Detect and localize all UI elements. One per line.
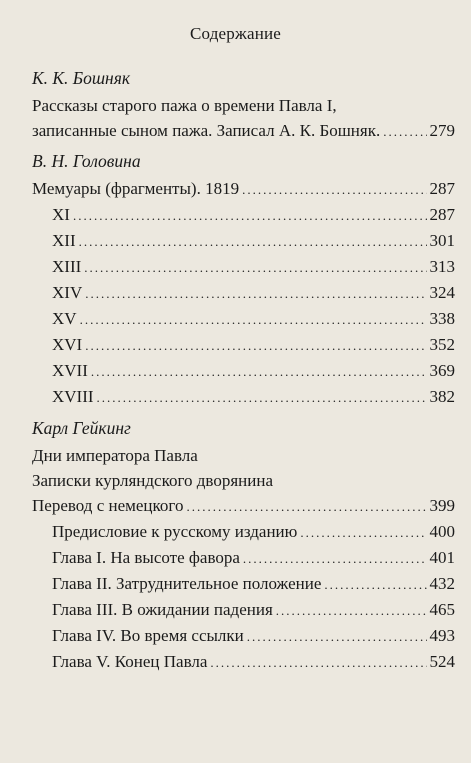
toc-subentry[interactable]	[32, 623, 455, 649]
entry-title: XV	[52, 309, 77, 328]
toc-entry[interactable]	[32, 118, 455, 144]
dot-leader	[300, 520, 426, 545]
entry-title: XIII	[52, 257, 82, 276]
dot-leader	[97, 385, 427, 410]
entry-title: записанные сыном пажа. Записал А. К. Бошняк.	[32, 121, 381, 140]
entry-page-number: 313	[429, 257, 455, 276]
page-title: Содержание	[189, 24, 282, 43]
toc-subentry[interactable]	[32, 202, 455, 228]
entry-title: XVI	[52, 335, 83, 354]
entry-title: Глава II. Затруднительное положение	[52, 574, 322, 593]
entry-page-number: 369	[429, 361, 455, 380]
entry-title: Предисловие к русскому изданию	[52, 522, 298, 541]
dot-leader	[80, 307, 427, 332]
entry-page-number: 301	[429, 231, 455, 250]
entry-title-line: Рассказы старого пажа о времени Павла I,	[32, 96, 337, 115]
toc-section-boshnyak	[32, 68, 455, 144]
entry-page-number: 524	[429, 652, 455, 671]
entry-page-number: 382	[429, 387, 455, 406]
entry-page-number: 287	[429, 179, 455, 198]
entry-title: Перевод с немецкого	[32, 496, 184, 515]
section-author: Карл Гейкинг	[32, 418, 131, 438]
toc-subentry[interactable]	[32, 545, 455, 571]
toc-subentry[interactable]	[32, 280, 455, 306]
entry-title: XIV	[52, 283, 83, 302]
dot-leader	[383, 119, 426, 144]
entry-title: Глава V. Конец Павла	[52, 652, 208, 671]
toc-entry[interactable]	[32, 493, 455, 519]
entry-title: XI	[52, 205, 70, 224]
entry-title: Глава IV. Во время ссылки	[52, 626, 244, 645]
entry-page-number: 352	[429, 335, 455, 354]
entry-title: XVII	[52, 361, 88, 380]
toc-subentry[interactable]	[32, 254, 455, 280]
dot-leader	[210, 650, 426, 675]
entry-page-number: 279	[429, 121, 455, 140]
dot-leader	[247, 624, 427, 649]
entry-page-number: 400	[429, 522, 455, 541]
entry-page-number: 465	[429, 600, 455, 619]
toc-subentry[interactable]	[32, 384, 455, 410]
toc-subentry[interactable]	[32, 358, 455, 384]
section-author: К. К. Бошняк	[32, 68, 131, 88]
dot-leader	[85, 333, 426, 358]
entry-page-number: 287	[429, 205, 455, 224]
entry-page-number: 493	[429, 626, 455, 645]
toc-subentry[interactable]	[32, 519, 455, 545]
dot-leader	[84, 255, 426, 280]
dot-leader	[91, 359, 427, 384]
dot-leader	[85, 281, 426, 306]
toc-subentry[interactable]	[32, 332, 455, 358]
toc-subentry[interactable]	[32, 228, 455, 254]
toc-subentry[interactable]	[32, 597, 455, 623]
toc-section-golovina	[32, 151, 455, 410]
entry-title: Глава III. В ожидании падения	[52, 600, 273, 619]
entry-title: Мемуары (фрагменты). 1819	[32, 179, 240, 198]
entry-page-number: 401	[429, 548, 455, 567]
toc-section-heyking	[32, 418, 455, 675]
entry-title: XII	[52, 231, 76, 250]
entry-title: XVIII	[52, 387, 94, 406]
entry-title-line: Записки курляндского дворянина	[32, 471, 273, 490]
dot-leader	[276, 598, 427, 623]
dot-leader	[73, 203, 427, 228]
entry-page-number: 324	[429, 283, 455, 302]
dot-leader	[243, 546, 427, 571]
entry-title-line: Дни императора Павла	[32, 446, 198, 465]
toc-subentry[interactable]	[32, 649, 455, 675]
section-author: В. Н. Головина	[32, 151, 141, 171]
dot-leader	[79, 229, 427, 254]
entry-page-number: 399	[429, 496, 455, 515]
entry-title: Глава I. На высоте фавора	[52, 548, 240, 567]
toc-subentry[interactable]	[32, 306, 455, 332]
toc-subentry[interactable]	[32, 571, 455, 597]
dot-leader	[242, 177, 426, 202]
dot-leader	[186, 494, 426, 519]
dot-leader	[324, 572, 426, 597]
toc-entry[interactable]	[32, 176, 455, 202]
entry-page-number: 432	[429, 574, 455, 593]
entry-page-number: 338	[429, 309, 455, 328]
